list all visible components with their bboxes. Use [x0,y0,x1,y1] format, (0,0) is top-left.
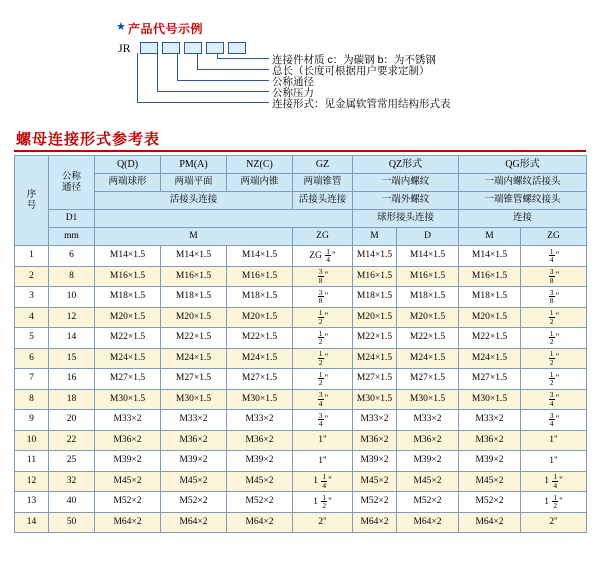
cell-qz-d: M36×2 [397,430,459,451]
cell-gz-zg: $\frac{3}{8}$ " [293,287,353,308]
cell-qd-m: M16×1.5 [95,266,161,287]
cell-qg-zg: 1" [521,451,587,472]
cell-pma-m: M30×1.5 [161,389,227,410]
cell-seq: 12 [15,471,49,492]
cell-qz-d: M27×1.5 [397,369,459,390]
cell-pma-m: M39×2 [161,451,227,472]
code-box-5 [228,42,246,54]
cell-qz-m: M14×1.5 [353,246,397,267]
cell-qz-m: M22×1.5 [353,328,397,349]
header-unit-m-left: M [95,228,293,246]
header-group-nzc: NZ(C) [227,156,293,174]
nut-connection-spec-table [14,155,587,533]
table-header-row-4 [15,210,587,228]
cell-qz-d: M20×1.5 [397,307,459,328]
cell-qg-zg: 1" [521,430,587,451]
cell-qz-m: M33×2 [353,410,397,431]
cell-qg-m: M16×1.5 [459,266,521,287]
cell-nzc-m: M14×1.5 [227,246,293,267]
cell-nzc-m: M27×1.5 [227,369,293,390]
cell-nominal-diameter: 32 [49,471,95,492]
cell-nzc-m: M45×2 [227,471,293,492]
cell-qg-m: M45×2 [459,471,521,492]
table-row [15,512,587,533]
cell-pma-m: M20×1.5 [161,307,227,328]
cell-nzc-m: M64×2 [227,512,293,533]
diagram-title: 产品代号示例 [128,22,204,36]
header-group-pma: PM(A) [161,156,227,174]
leader-line-3 [177,53,179,81]
cell-seq: 1 [15,246,49,267]
header-group-gz: GZ [293,156,353,174]
cell-qz-m: M36×2 [353,430,397,451]
table-row [15,471,587,492]
table-row [15,348,587,369]
cell-qg-m: M24×1.5 [459,348,521,369]
cell-nominal-diameter: 6 [49,246,95,267]
cell-qz-m: M39×2 [353,451,397,472]
star-icon: ★ [116,21,126,33]
callout-connection-type: 连接形式：见金属软管常用结构形式表 [272,98,451,110]
table-row [15,307,587,328]
table-row [15,389,587,410]
cell-gz-zg: $\frac{1}{2}$ " [293,369,353,390]
callout-material: 连接件材质 c：为碳钢 b：为不锈钢 [272,54,436,66]
cell-qg-zg: 1 $\frac{1}{2}$ " [521,492,587,513]
cell-qg-zg: 1 $\frac{1}{4}$ " [521,471,587,492]
callout-nominal-pressure: 公称压力 [272,87,314,99]
product-code-prefix: JR [118,41,131,55]
cell-gz-zg: 2" [293,512,353,533]
header-d1: D1 [49,210,95,228]
header-unit-mm: mm [49,228,95,246]
table-header-row-2 [15,174,587,192]
cell-seq: 9 [15,410,49,431]
cell-qd-m: M45×2 [95,471,161,492]
cell-nzc-m: M33×2 [227,410,293,431]
cell-qd-m: M22×1.5 [95,328,161,349]
code-box-3 [184,42,202,54]
leader-line-5 [137,53,139,103]
table-row [15,287,587,308]
code-box-4 [206,42,224,54]
cell-gz-zg: 1" [293,451,353,472]
cell-qz-d: M16×1.5 [397,266,459,287]
cell-seq: 3 [15,287,49,308]
table-body [15,246,587,533]
table-row [15,492,587,513]
header-sub-nzc: 两端内锥 [227,174,293,192]
cell-qg-zg: $\frac{3}{4}$ " [521,389,587,410]
code-box-1 [140,42,158,54]
cell-gz-zg: $\frac{1}{2}$ " [293,348,353,369]
cell-nzc-m: M22×1.5 [227,328,293,349]
cell-seq: 8 [15,389,49,410]
cell-qz-m: M16×1.5 [353,266,397,287]
cell-gz-zg: $\frac{3}{4}$ " [293,389,353,410]
header-unit-m-qz: M [353,228,397,246]
cell-qd-m: M24×1.5 [95,348,161,369]
cell-pma-m: M52×2 [161,492,227,513]
cell-pma-m: M16×1.5 [161,266,227,287]
cell-qg-zg: $\frac{3}{4}$ " [521,410,587,431]
cell-pma-m: M33×2 [161,410,227,431]
cell-nzc-m: M39×2 [227,451,293,472]
cell-qz-d: M22×1.5 [397,328,459,349]
cell-gz-zg: $\frac{3}{4}$ " [293,410,353,431]
header-unit-d-qz: D [397,228,459,246]
cell-gz-zg: 1 $\frac{1}{4}$ " [293,471,353,492]
table-row [15,369,587,390]
leader-line-1h [217,58,269,60]
table-row [15,430,587,451]
table-row [15,266,587,287]
header-group-qd: Q(D) [95,156,161,174]
header-union-connection-left: 活接头连接 [95,192,293,210]
table-row [15,246,587,267]
cell-qz-m: M20×1.5 [353,307,397,328]
cell-qz-m: M24×1.5 [353,348,397,369]
leader-line-3h [177,80,269,82]
cell-nzc-m: M20×1.5 [227,307,293,328]
cell-gz-zg: $\frac{3}{8}$ " [293,266,353,287]
cell-gz-zg: ZG $\frac{1}{4}$ " [293,246,353,267]
cell-seq: 13 [15,492,49,513]
cell-qg-zg: $\frac{1}{2}$ " [521,348,587,369]
cell-gz-zg: $\frac{1}{2}$ " [293,328,353,349]
cell-qd-m: M20×1.5 [95,307,161,328]
cell-nominal-diameter: 10 [49,287,95,308]
cell-nominal-diameter: 14 [49,328,95,349]
cell-qz-d: M64×2 [397,512,459,533]
cell-pma-m: M36×2 [161,430,227,451]
cell-pma-m: M45×2 [161,471,227,492]
cell-qg-m: M36×2 [459,430,521,451]
cell-qg-m: M39×2 [459,451,521,472]
leader-line-4 [157,53,159,92]
cell-nzc-m: M36×2 [227,430,293,451]
cell-qd-m: M39×2 [95,451,161,472]
cell-qz-d: M14×1.5 [397,246,459,267]
header-external-thread-qz: 一端外螺纹 [353,192,459,210]
cell-qg-zg: $\frac{1}{4}$ " [521,246,587,267]
cell-qg-m: M52×2 [459,492,521,513]
cell-qz-d: M52×2 [397,492,459,513]
table-header-row-5 [15,228,587,246]
cell-qd-m: M14×1.5 [95,246,161,267]
cell-qz-d: M45×2 [397,471,459,492]
cell-qg-m: M33×2 [459,410,521,431]
cell-qz-d: M39×2 [397,451,459,472]
cell-nominal-diameter: 50 [49,512,95,533]
cell-qg-zg: $\frac{1}{2}$ " [521,369,587,390]
cell-qz-m: M64×2 [353,512,397,533]
cell-qg-zg: $\frac{3}{8}$ " [521,287,587,308]
cell-nzc-m: M24×1.5 [227,348,293,369]
cell-qz-m: M52×2 [353,492,397,513]
cell-gz-zg: 1 $\frac{1}{2}$ " [293,492,353,513]
cell-pma-m: M24×1.5 [161,348,227,369]
cell-seq: 6 [15,348,49,369]
cell-seq: 11 [15,451,49,472]
page-title: 螺母连接形式参考表 [16,131,161,148]
leader-line-4h [157,91,269,93]
table-row [15,410,587,431]
header-unit-zg-qg: ZG [521,228,587,246]
cell-seq: 7 [15,369,49,390]
cell-qz-d: M24×1.5 [397,348,459,369]
callout-nominal-diameter: 公称通径 [272,76,314,88]
cell-nominal-diameter: 16 [49,369,95,390]
header-union-connection-gz: 活接头连接 [293,192,353,210]
cell-gz-zg: $\frac{1}{2}$ " [293,307,353,328]
header-taper-thread-qg: 一端锥管螺纹接头 [459,192,587,210]
cell-qz-d: M33×2 [397,410,459,431]
cell-qg-zg: $\frac{3}{8}$ " [521,266,587,287]
cell-seq: 10 [15,430,49,451]
header-ball-joint-qz: 球形接头连接 [353,210,459,228]
cell-qz-d: M30×1.5 [397,389,459,410]
cell-qd-m: M64×2 [95,512,161,533]
cell-seq: 4 [15,307,49,328]
cell-qd-m: M30×1.5 [95,389,161,410]
header-seq: 序 号 [15,156,49,246]
cell-nominal-diameter: 25 [49,451,95,472]
cell-qd-m: M36×2 [95,430,161,451]
cell-qg-m: M14×1.5 [459,246,521,267]
cell-qg-zg: $\frac{1}{2}$ " [521,307,587,328]
cell-seq: 2 [15,266,49,287]
header-spacer [95,210,353,228]
leader-line-2h [197,69,269,71]
cell-nominal-diameter: 22 [49,430,95,451]
table-header-row-3 [15,192,587,210]
leader-line-5h [137,102,269,104]
cell-qg-zg: $\frac{1}{2}$ " [521,328,587,349]
header-unit-zg-gz: ZG [293,228,353,246]
table-row [15,451,587,472]
cell-qz-d: M18×1.5 [397,287,459,308]
cell-nzc-m: M52×2 [227,492,293,513]
cell-nzc-m: M16×1.5 [227,266,293,287]
header-sub-qd: 两端球形 [95,174,161,192]
cell-qz-m: M18×1.5 [353,287,397,308]
header-nominal-diameter: 公称 通径 [49,156,95,210]
header-group-qg: QG形式 [459,156,587,174]
cell-nominal-diameter: 20 [49,410,95,431]
table-header-row-1 [15,156,587,174]
cell-gz-zg: 1" [293,430,353,451]
cell-nzc-m: M18×1.5 [227,287,293,308]
table-row [15,328,587,349]
cell-nominal-diameter: 18 [49,389,95,410]
cell-qg-m: M22×1.5 [459,328,521,349]
cell-qg-m: M30×1.5 [459,389,521,410]
cell-pma-m: M22×1.5 [161,328,227,349]
cell-nominal-diameter: 40 [49,492,95,513]
header-sub-qz: 一端内螺纹 [353,174,459,192]
cell-qd-m: M52×2 [95,492,161,513]
header-unit-m-qg: M [459,228,521,246]
cell-nominal-diameter: 15 [49,348,95,369]
cell-pma-m: M18×1.5 [161,287,227,308]
cell-qg-m: M18×1.5 [459,287,521,308]
cell-qg-zg: 2" [521,512,587,533]
callout-total-length: 总长（长度可根据用户要求定制） [272,65,430,77]
cell-nominal-diameter: 12 [49,307,95,328]
cell-qz-m: M30×1.5 [353,389,397,410]
cell-nominal-diameter: 8 [49,266,95,287]
cell-pma-m: M14×1.5 [161,246,227,267]
product-code-diagram [0,0,600,130]
header-group-qz: QZ形式 [353,156,459,174]
cell-seq: 14 [15,512,49,533]
header-connection-qg: 连接 [459,210,587,228]
header-sub-pma: 两端平面 [161,174,227,192]
header-sub-qg: 一端内螺纹活接头 [459,174,587,192]
cell-qd-m: M33×2 [95,410,161,431]
cell-pma-m: M27×1.5 [161,369,227,390]
title-divider [14,150,586,152]
cell-qg-m: M20×1.5 [459,307,521,328]
cell-qg-m: M27×1.5 [459,369,521,390]
leader-line-2 [197,53,199,70]
cell-qd-m: M18×1.5 [95,287,161,308]
cell-pma-m: M64×2 [161,512,227,533]
cell-qd-m: M27×1.5 [95,369,161,390]
cell-nzc-m: M30×1.5 [227,389,293,410]
cell-qz-m: M27×1.5 [353,369,397,390]
cell-qg-m: M64×2 [459,512,521,533]
cell-qz-m: M45×2 [353,471,397,492]
header-sub-gz: 两端锥管 [293,174,353,192]
cell-seq: 5 [15,328,49,349]
product-code-boxes [140,42,246,54]
